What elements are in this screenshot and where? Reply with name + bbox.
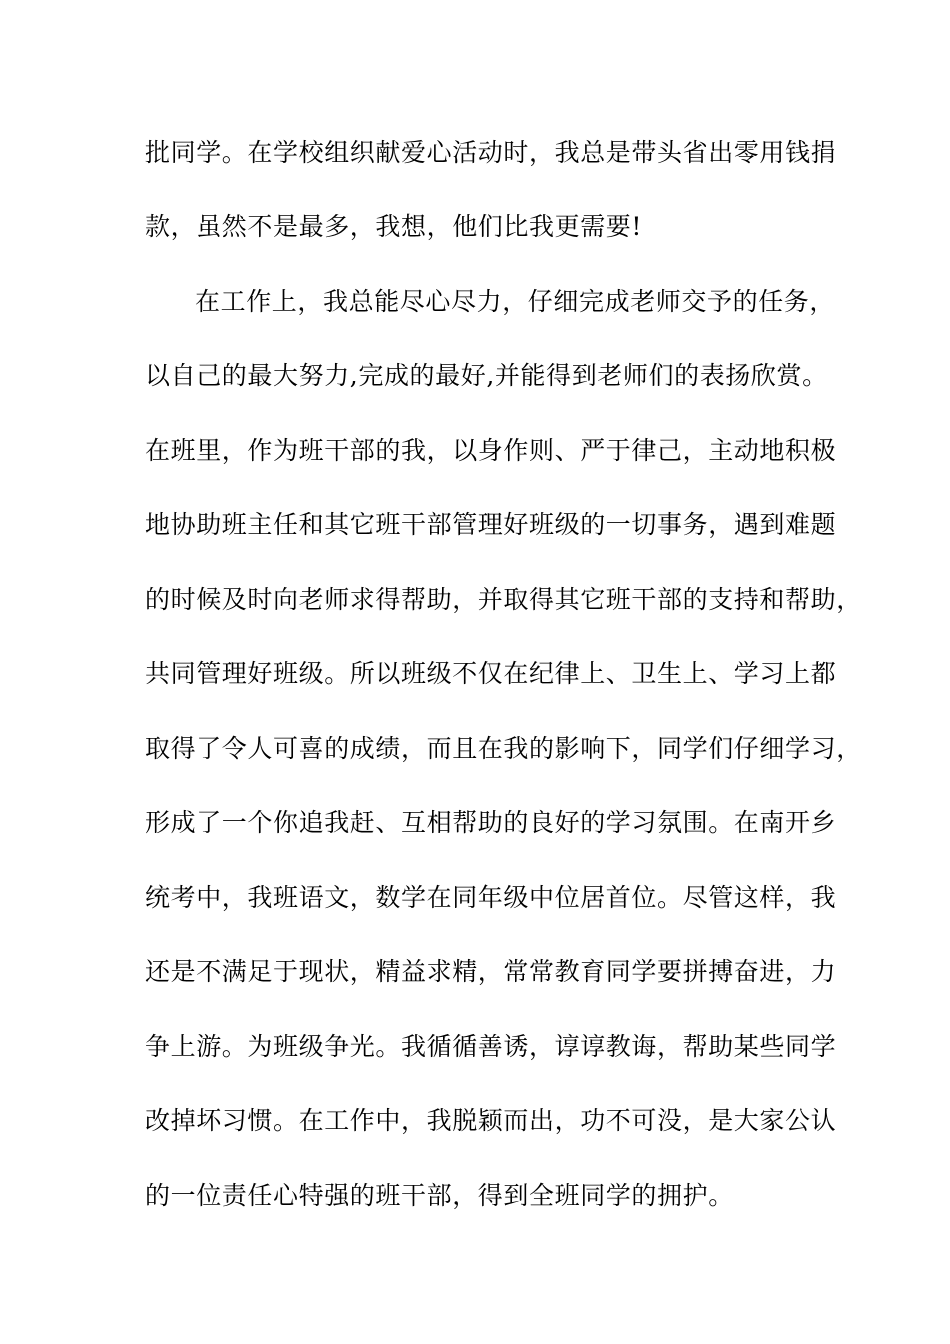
text-line: 还是不满足于现状，精益求精，常常教育同学要拼搏奋进，力 xyxy=(145,957,837,986)
text-line: 批同学。在学校组织献爱心活动时，我总是带头省出零用钱捐 xyxy=(145,138,837,167)
text-line: 的一位责任心特强的班干部，得到全班同学的拥护。 xyxy=(145,1181,734,1210)
text-line: 改掉坏习惯。在工作中，我脱颖而出，功不可没，是大家公认 xyxy=(145,1106,837,1135)
paragraph-first-line: 在工作上，我总能尽心尽力，仔细完成老师交予的任务， xyxy=(195,287,836,316)
text-line: 取得了令人可喜的成绩，而且在我的影响下，同学们仔细学习， xyxy=(145,734,862,763)
text-line: 统考中，我班语文，数学在同年级中位居首位。尽管这样，我 xyxy=(145,883,837,912)
text-line: 款，虽然不是最多，我想，他们比我更需要! xyxy=(145,212,643,241)
text-line: 的时候及时向老师求得帮助，并取得其它班干部的支持和帮助， xyxy=(145,585,862,614)
text-line: 形成了一个你追我赶、互相帮助的良好的学习氛围。在南开乡 xyxy=(145,808,837,837)
text-line: 以自己的最大努力,完成的最好,并能得到老师们的表扬欣赏。 xyxy=(145,361,828,390)
text-line: 共同管理好班级。所以班级不仅在纪律上、卫生上、学习上都 xyxy=(145,659,837,688)
text-line: 在班里，作为班干部的我，以身作则、严于律己，主动地积极 xyxy=(145,436,837,465)
text-line: 地协助班主任和其它班干部管理好班级的一切事务，遇到难题 xyxy=(145,510,837,539)
text-line: 争上游。为班级争光。我循循善诱，谆谆教诲，帮助某些同学 xyxy=(145,1032,837,1061)
